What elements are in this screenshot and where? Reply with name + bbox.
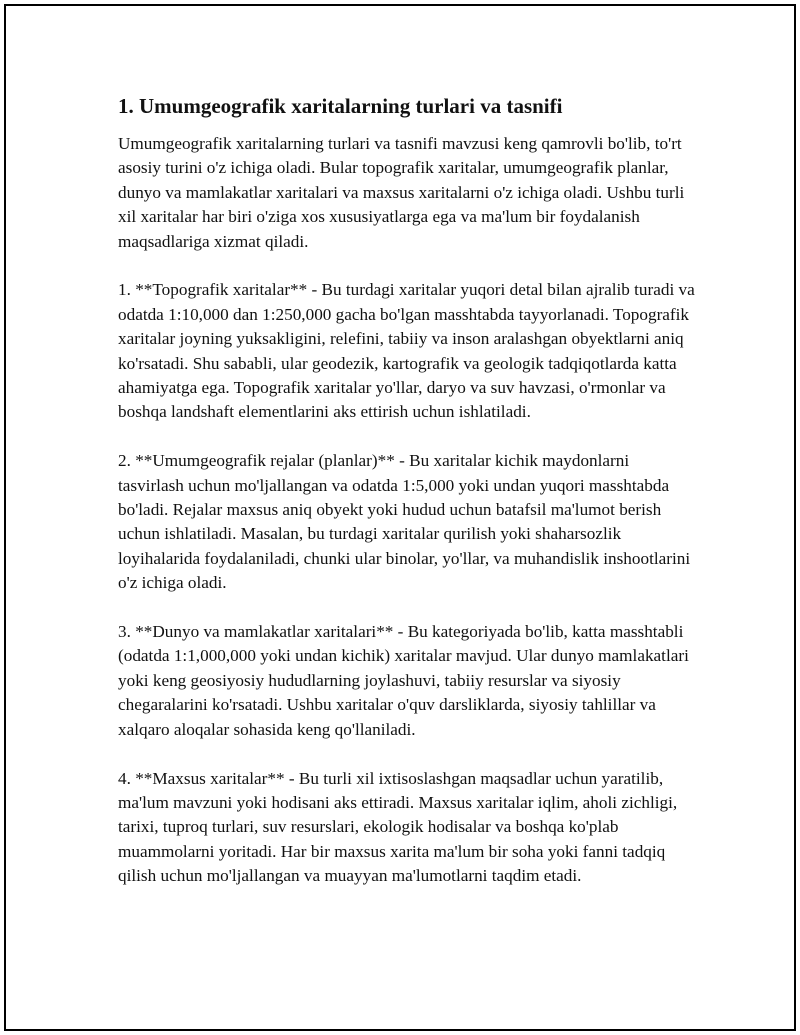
intro-paragraph: Umumgeografik xaritalarning turlari va tasnifi mavzusi keng qamrovli bo'lib, to'rt asosiy turini o'z ichiga oladi. Bular topografik xaritalar, umumgeografik planlar, dunyo va mamlakatlar xaritalari va maxsus xaritalarni o'z ichiga oladi. Ushbu turli xil xaritalar har biri o'ziga xos xususiyatlarga ega va ma'lum bir foydalanish maqsadlariga xizmat qiladi. <box>118 134 685 251</box>
paragraph-special-maps: 4. **Maxsus xaritalar** - Bu turli xil ixtisoslashgan maqsadlar uchun yaratilib, ma'lum mavzuni yoki hodisani aks ettiradi. Maxsus xaritalar iqlim, aholi zichligi, tarixi, tuproq turlari, suv resurslari, ekologik hodisalar va boshqa ko'plab muammolarni yoritadi. Har bir maxsus xarita ma'lum bir soha yoki fanni tadqiq qilish uchun mo'ljallangan va muayyan ma'lumotlarni taqdim etadi. <box>118 768 678 886</box>
document-title: 1. Umumgeografik xaritalarning turlari va tasnifi <box>118 94 563 118</box>
paragraph-general-plans: 2. **Umumgeografik rejalar (planlar)** - Bu xaritalar kichik maydonlarni tasvirlash uchun mo'ljallangan va odatda 1:5,000 yoki undan yuqori masshtabda bo'ladi. Rejalar maxsus aniq obyekt yoki hudud uchun batafsil ma'lumot berish uchun ishlatiladi. Masalan, bu turdagi xaritalar qurilish yoki shaharsozlik loyihalarida foydalaniladi, chunki ular binolar, yo'llar, va muhandislik inshootlarini o'z ichiga oladi. <box>118 451 691 593</box>
paragraph-topographic-maps: 1. **Topografik xaritalar** - Bu turdagi xaritalar yuqori detal bilan ajralib turadi va odatda 1:10,000 dan 1:250,000 gacha bo'lgan masshtabda tayyorlanadi. Topografik xaritalar joyning yuksakligini, relefini, tabiiy va inson aralashgan obyektlarni aniq ko'rsatadi. Shu sababli, ular geodezik, kartografik va geologik tadqiqotlarda katta ahamiyatga ega. Topografik xaritalar yo'llar, daryo va suv havzasi, o'rmonlar va boshqa landshaft elementlarini aks ettirish uchun ishlatiladi. <box>118 280 695 422</box>
document-body <box>118 92 698 913</box>
paragraph-world-country-maps: 3. **Dunyo va mamlakatlar xaritalari** - Bu kategoriyada bo'lib, katta masshtabli (odatda 1:1,000,000 yoki undan kichik) xaritalar mavjud. Ular dunyo mamlakatlari yoki keng geosiyosiy hududlarning joylashuvi, tabiiy resurslar va siyosiy chegaralarini ko'rsatadi. Ushbu xaritalar o'quv darsliklarda, siyosiy tahlillar va xalqaro aloqalar sohasida keng qo'llaniladi. <box>118 622 689 739</box>
